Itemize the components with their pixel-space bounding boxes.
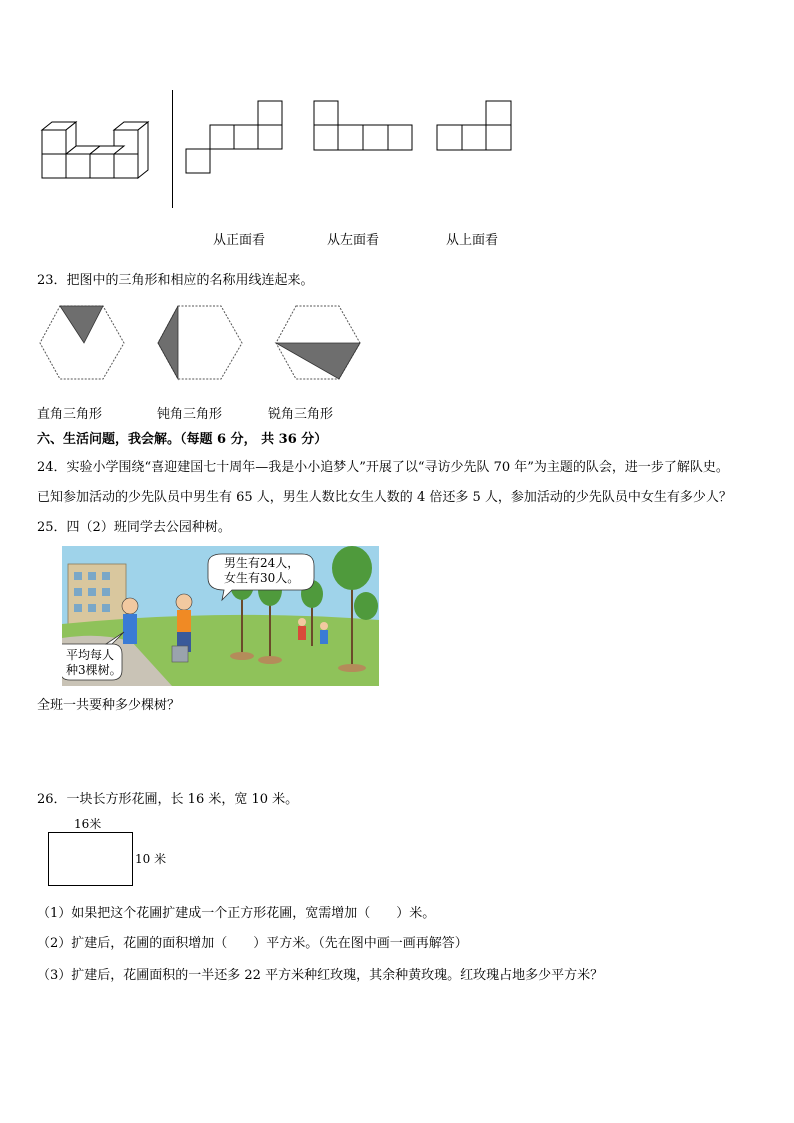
rect-width-label: 10 米 (135, 852, 167, 866)
q25-question: 全班一共要种多少棵树？ (37, 698, 181, 713)
flower-bed-rectangle (48, 832, 133, 886)
bubble-boys-girls-line-2: 女生有30人。 (224, 571, 300, 585)
q26-sub-3: （3）扩建后，花圃面积的一半还多 22 平方米种红玫瑰，其余种黄玫瑰。红玫瑰占地多少平方米？ (37, 968, 604, 983)
view-label-left: 从左面看 (327, 233, 380, 248)
q23-text: 23．把图中的三角形和相应的名称用线连起来。 (37, 273, 314, 288)
q24-line-2: 已知参加活动的少先队员中男生有 65 人，男生人数比女生人数的 4 倍还多 5 人，参加活动的少先队员中女生有多少人？ (37, 490, 732, 505)
rect-length-label: 16米 (74, 817, 102, 831)
cube-solid-figure (38, 118, 158, 180)
q25-text: 25．四（2）班同学去公园种树。 (37, 520, 231, 535)
front-view-figure (184, 100, 284, 178)
left-view-figure (312, 100, 416, 154)
triangle-name-right: 直角三角形 (37, 407, 103, 422)
q26-sub-1: （1）如果把这个花圃扩建成一个正方形花圃，宽需增加（ ）米。 (37, 906, 436, 921)
hexagon-acute-triangle (274, 303, 364, 381)
view-label-front: 从正面看 (213, 233, 266, 248)
triangle-name-acute: 锐角三角形 (268, 407, 334, 422)
hexagon-obtuse-triangle (156, 303, 246, 381)
park-illustration (62, 546, 379, 686)
section-6-heading: 六、生活问题，我会解。（每题 6 分， 共 36 分） (37, 432, 328, 447)
bubble-per-person-line-1: 平均每人 (66, 648, 115, 662)
view-label-top: 从上面看 (446, 233, 499, 248)
hexagon-right-triangle (38, 303, 128, 381)
triangle-name-obtuse: 钝角三角形 (157, 407, 223, 422)
q26-text: 26．一块长方形花圃，长 16 米，宽 10 米。 (37, 792, 299, 807)
q26-sub-2: （2）扩建后，花圃的面积增加（ ）平方米。（先在图中画一画再解答） (37, 936, 468, 951)
bubble-per-person-line-2: 种3棵树。 (66, 663, 122, 677)
divider-line (172, 90, 173, 208)
q24-line-1: 24．实验小学围绕“喜迎建国七十周年—我是小小追梦人”开展了以“寻访少先队 70 年”为主题的队会，进一步了解队史。 (37, 460, 729, 475)
bubble-boys-girls-line-1: 男生有24人， (224, 556, 300, 570)
top-view-figure (436, 100, 516, 154)
